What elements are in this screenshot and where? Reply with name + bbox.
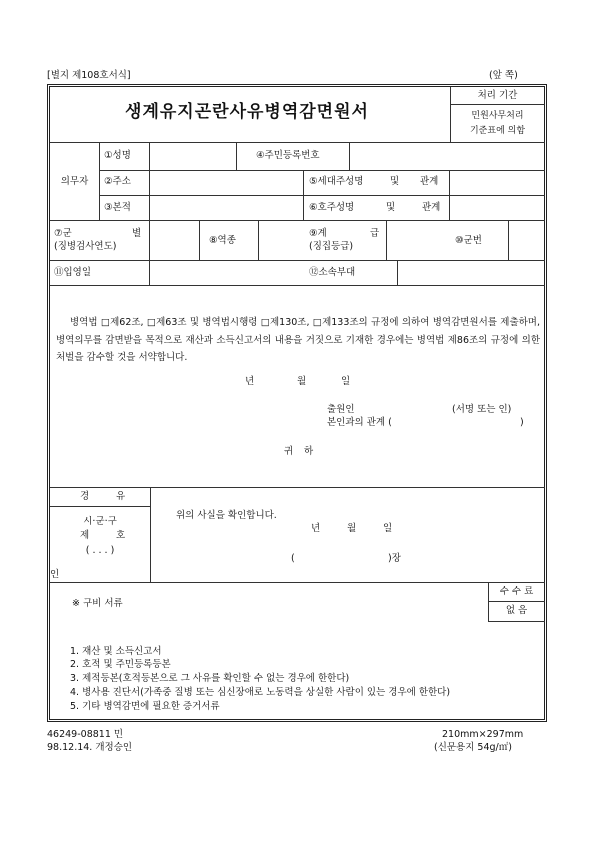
unit-label: ⑫소속부대 [309,267,356,278]
rrn-field[interactable] [350,144,543,168]
rank-label: ⑨계 [309,228,327,239]
name-field[interactable] [150,144,236,168]
enlist-date-label: ⑪입영일 [54,267,92,278]
office-number-prefix: 제 [80,530,90,541]
branch-label-suffix: 별 [132,228,142,239]
service-number-field[interactable] [509,222,543,258]
via-label-b: 유 [116,491,126,502]
doc-item-5: 5. 기타 병역감면에 필요한 증거서류 [70,701,220,712]
origin-field[interactable] [150,197,302,219]
form-title: 생계유지곤란사유병역감면원서 [125,102,369,122]
householder-rel-and: 및 [390,176,400,187]
service-type-label: ⑧역종 [209,235,236,246]
branch-label: ⑦군 [54,228,72,239]
pledge-text: 병역법 □제62조, □제63조 및 병역법시행령 □제130조, □제133조의 규정에 의하여 병역감면원서를 제출하며, 병역의무를 감면받을 목적으로 재산과 소득신고서의 내용을 거짓으로 기재한 경우에는 병역법 제86조의 규정에 의한 처벌을 감수할 것을 서약합니다. [56,317,540,363]
fee-value: 없 음 [505,605,528,616]
stamp-mark: 인 [50,569,60,580]
address-label: ②주소 [104,176,131,187]
addressee-b: 하 [304,446,314,457]
name-label: ①성명 [104,150,131,161]
processing-period-value-1: 민원사무처리 [471,111,524,121]
processing-period-label: 처리 기간 [477,90,518,101]
pledge-date-day: 일 [341,376,351,387]
family-head-rel-label: 관계 [422,202,441,213]
relation-label: 본인과의 관계 ( [327,417,392,428]
office-number-suffix: 호 [116,530,126,541]
relation-field[interactable] [410,415,515,429]
doc-item-4: 4. 병사용 진단서(가족중 질병 또는 심신장애로 노동력을 상실한 사람이 있는 경우에 한한다) [70,687,451,698]
applicant-signature-label: 출원인 [327,404,355,415]
office-date: ( . . . ) [85,545,115,556]
rank-field[interactable] [387,222,448,258]
confirm-year: 년 [311,523,321,534]
householder-rel-label: 관계 [420,176,439,187]
doc-item-3: 3. 제적등본(호적등본으로 그 사유를 확인할 수 없는 경우에 한한다) [70,673,350,684]
fee-label: 수 수 료 [499,586,534,597]
page-side: (앞 쪽) [489,70,518,81]
householder-field[interactable] [450,172,543,194]
chief-open: ( [291,553,295,564]
processing-period-value-2: 기준표에 의함 [469,126,526,136]
family-head-rel-and: 및 [386,202,396,213]
relation-close: ) [520,417,524,428]
family-head-label: ⑥호주성명 [309,202,355,213]
office-label: 시·군·구 [83,516,117,527]
confirm-month: 월 [347,523,357,534]
pledge-date-month: 월 [297,376,307,387]
service-type-field[interactable] [259,222,302,258]
signature-hint: (서명 또는 인) [452,404,512,415]
addressee-a: 귀 [284,446,294,457]
approval-date: 98.12.14. 개정승인 [47,742,133,753]
chief-field[interactable] [300,550,385,566]
form-number: [별지 제108호서식] [47,70,131,81]
paper-type: (신문용지 54g/㎡) [434,742,512,753]
address-field[interactable] [150,172,302,194]
required-docs-heading: ※ 구비 서류 [72,598,123,609]
branch-field[interactable] [150,222,198,258]
pledge-date-year: 년 [245,376,255,387]
doc-item-2: 2. 호적 및 주민등록등본 [70,659,171,670]
rrn-label: ④주민등록번호 [256,150,320,161]
rank-label-suffix: 급 [370,228,380,239]
unit-field[interactable] [398,262,543,284]
service-number-label: ⑩군번 [455,235,482,246]
confirm-day: 일 [383,523,393,534]
via-label: 경 [80,491,90,502]
enlist-date-field[interactable] [150,262,302,284]
chief-title: )장 [388,553,401,564]
family-head-field[interactable] [450,197,543,219]
applicant-group-label: 의무자 [60,176,89,187]
householder-label: ⑤세대주성명 [309,176,364,187]
form-code: 46249-08811 민 [47,729,124,740]
origin-label: ③본적 [104,202,131,213]
rank-sub-label: (징집등급) [309,241,354,252]
branch-sub-label: (징병검사연도) [54,241,117,252]
doc-item-1: 1. 재산 및 소득신고서 [70,646,162,657]
confirm-statement: 위의 사실을 확인합니다. [176,510,277,521]
paper-size: 210mm×297mm [442,729,524,740]
